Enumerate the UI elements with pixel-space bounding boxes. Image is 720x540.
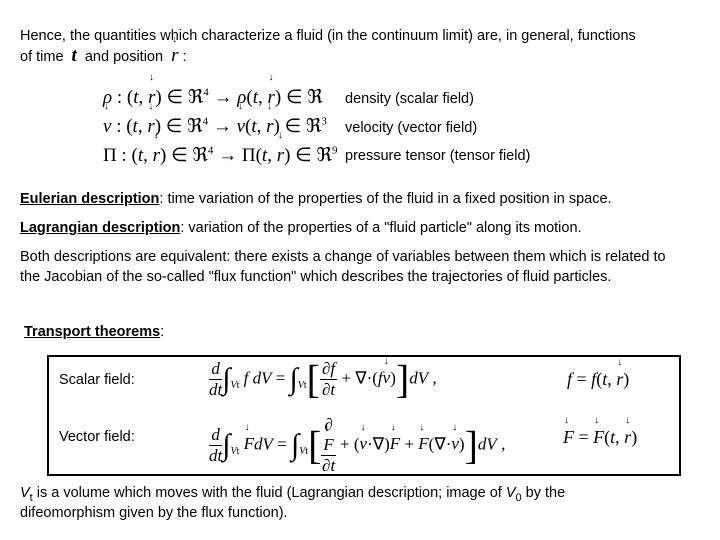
eulerian-text: : time variation of the properties of the fluid in a fixed position in space.: [159, 191, 612, 207]
velocity-desc: velocity (vector field): [345, 120, 478, 136]
footer-line-2: difeomorphism given by the flux function).: [20, 505, 288, 521]
vt-symbol: V: [20, 485, 30, 501]
vt-subscript: t: [29, 491, 33, 504]
lagrangian-paragraph: [20, 219, 710, 239]
v0-subscript: 0: [515, 491, 522, 504]
lagrangian-text: : variation of the properties of a "fluid particle" along its motion.: [180, 220, 582, 236]
vector-transport-equation: $\frac{d}{dt}$ $\int_{Vt}$ ↓ FdV = $\int_{Vt}$[ ∂ ↓ F ∂t + (↓ v·∇)↓ F + ↓ F(∇·↓ v)]dV ,: [209, 415, 505, 476]
intro-colon: :: [182, 49, 187, 65]
intro-time-label: of time: [20, 49, 64, 65]
transport-title: Transport theorems: [24, 324, 161, 340]
intro-line-2: [20, 46, 710, 68]
transport-theorems-box: [47, 355, 681, 476]
position-symbol: ↓ r: [171, 46, 178, 66]
pressure-equation: Π : (t, ↓ r) ∈ ℜ$^4$ → Π(t, ↓ r) ∈ ℜ$^9$: [103, 142, 337, 170]
density-desc: density (scalar field): [345, 91, 474, 107]
density-equation: ρ : (t, ↓ r) ∈ ℜ$^4$ → ρ(t, ↓ r) ∈ ℜ: [103, 84, 323, 112]
eulerian-paragraph: [20, 190, 710, 210]
eulerian-title: Eulerian description: [20, 191, 160, 207]
footer-text-1: is a volume which moves with the fluid (Lagrangian description; image of: [32, 485, 506, 501]
transport-colon: :: [160, 324, 165, 340]
footer-text-2: by the: [521, 485, 566, 501]
scalar-transport-equation: $\frac{d}{dt}$ $\int_{Vt}$ f dV = $\int_{Vt}$[ $\frac{\partial f}{\partial t}$ + ∇·(f↓ v)]dV ,: [209, 359, 437, 400]
v0-symbol: V: [505, 485, 516, 501]
pressure-desc: pressure tensor (tensor field): [345, 148, 531, 164]
scalar-field-label: Scalar field:: [59, 372, 135, 388]
equivalence-paragraph: Both descriptions are equivalent: there exists a change of variables between them which is related to the Jacobian of the so-called "flux function" which describes the trajectories of fluid particles.: [20, 249, 666, 285]
time-symbol: t: [71, 45, 77, 66]
scalar-function-def: f = f(t, ↓ r): [567, 369, 629, 390]
lagrangian-title: Lagrangian description: [20, 220, 181, 236]
intro-position-label: and position: [84, 49, 164, 65]
transport-heading: [24, 323, 714, 343]
intro-line-1: Hence, the quantities which characterize a fluid (in the continuum limit) are, in general, functions: [20, 28, 636, 44]
velocity-equation: ↓ v : (t, ↓ r) ∈ ℜ$^4$ → ↓ v(t, ↓ r) ∈ ℜ$^3$: [103, 113, 327, 141]
vector-field-label: Vector field:: [59, 429, 135, 445]
vector-function-def: ↓ F = ↓ F(t, ↓ r): [563, 427, 637, 448]
